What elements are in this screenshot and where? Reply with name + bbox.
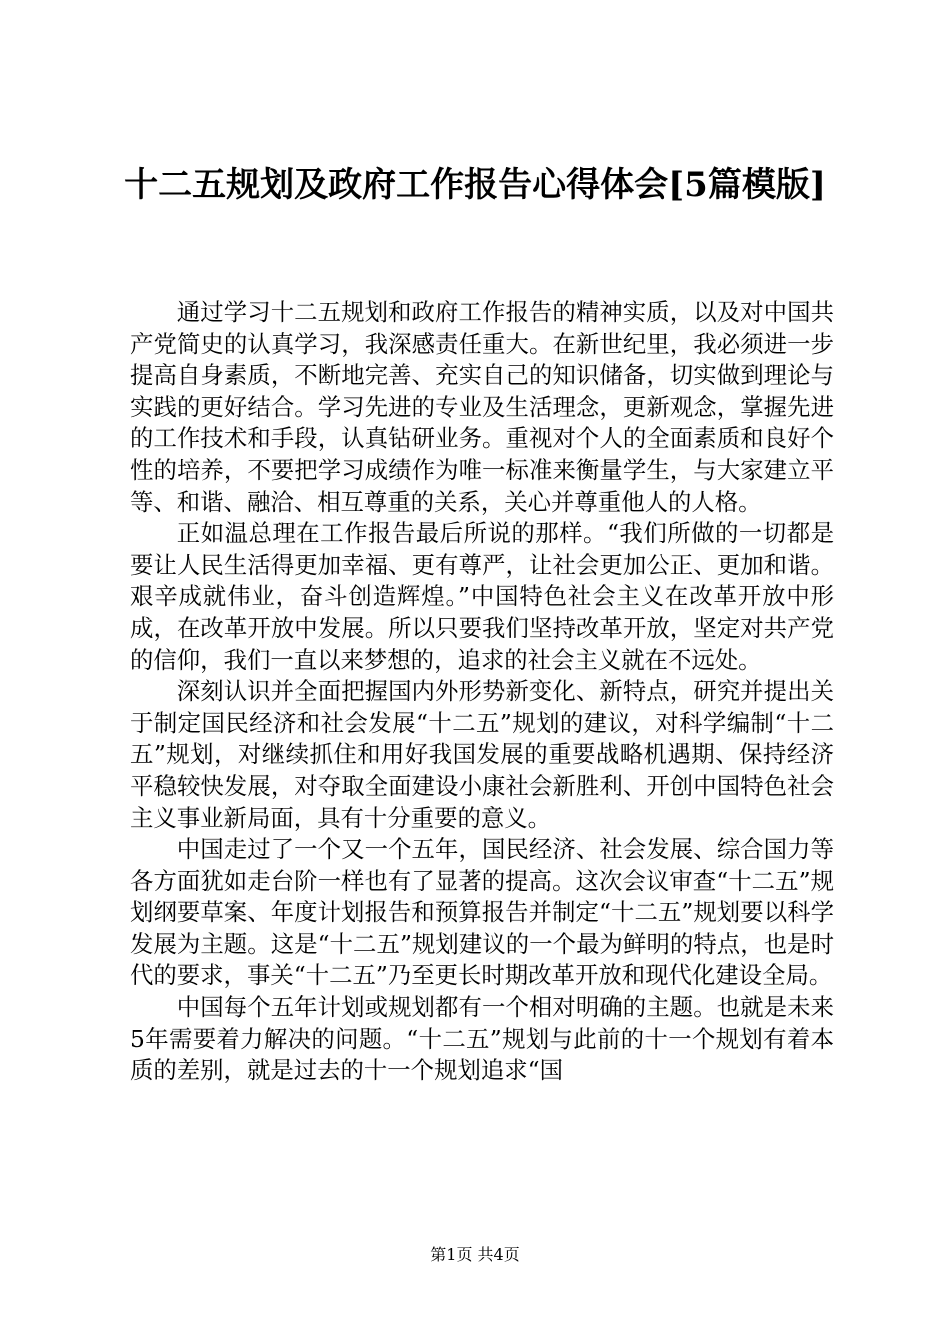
- paragraph: 通过学习十二五规划和政府工作报告的精神实质，以及对中国共产党简史的认真学习，我深感责任重大。在新世纪里，我必须进一步提高自身素质，不断地完善、充实自己的知识储备，切实做到理论与实践的更好结合。学习先进的专业及生活理念，更新观念，掌握先进的工作技术和手段，认真钻研业务。重视对个人的全面素质和良好个性的培养，不要把学习成绩作为唯一标准来衡量学生，与大家建立平等、和谐、融洽、相互尊重的关系，关心并尊重他人的人格。: [130, 298, 834, 516]
- document-title: 十二五规划及政府工作报告心得体会[5篇模版]: [124, 165, 826, 205]
- paragraph: 中国每个五年计划或规划都有一个相对明确的主题。也就是未来5年需要着力解决的问题。“十二五”规划与此前的十一个规划有着本质的差别，就是过去的十一个规划追求“国: [130, 993, 834, 1085]
- document-body: [130, 297, 834, 1087]
- paragraph: 中国走过了一个又一个五年，国民经济、社会发展、综合国力等各方面犹如走台阶一样也有了显著的提高。这次会议审查“十二五”规划纲要草案、年度计划报告和预算报告并制定“十二五”规划要以科学发展为主题。这是“十二五”规划建议的一个最为鲜明的特点，也是时代的要求，事关“十二五”乃至更长时期改革开放和现代化建设全局。: [130, 835, 834, 990]
- paragraph: 深刻认识并全面把握国内外形势新变化、新特点，研究并提出关于制定国民经济和社会发展“十二五”规划的建议，对科学编制“十二五”规划，对继续抓住和用好我国发展的重要战略机遇期、保持经济平稳较快发展，对夺取全面建设小康社会新胜利、开创中国特色社会主义事业新局面，具有十分重要的意义。: [130, 677, 834, 832]
- page-footer: 第1页 共4页: [430, 1245, 520, 1264]
- paragraph: 正如温总理在工作报告最后所说的那样。“我们所做的一切都是要让人民生活得更加幸福、更有尊严，让社会更加公正、更加和谐。艰辛成就伟业，奋斗创造辉煌。”中国特色社会主义在改革开放中形成，在改革开放中发展。所以只要我们坚持改革开放，坚定对共产党的信仰，我们一直以来梦想的，追求的社会主义就在不远处。: [130, 519, 834, 674]
